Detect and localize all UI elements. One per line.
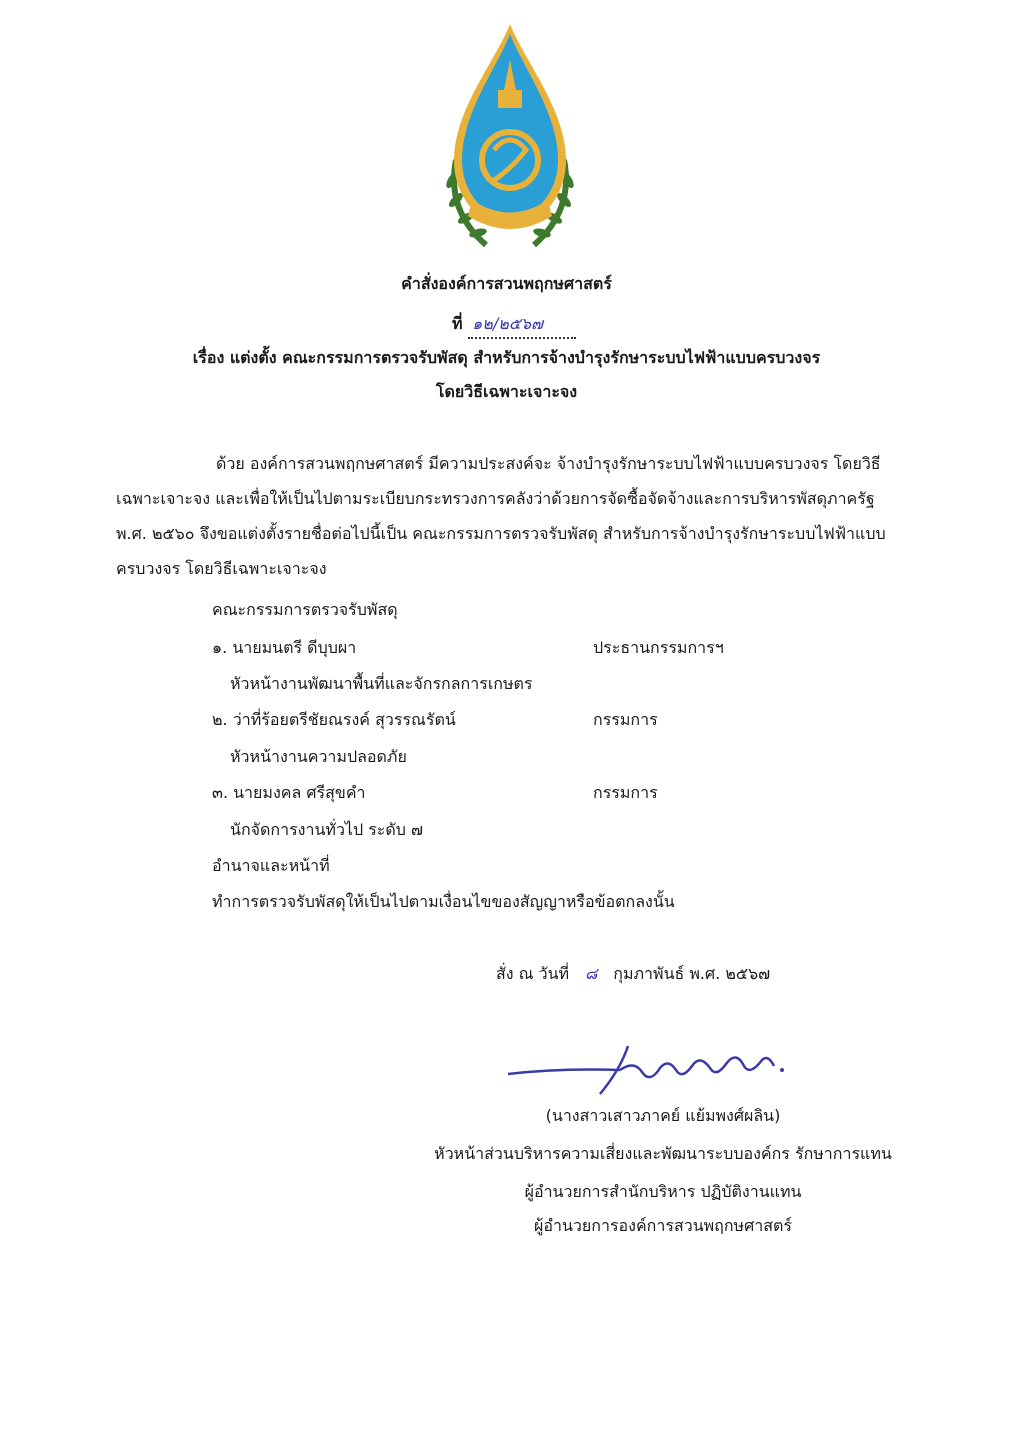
body-paragraph [116, 446, 906, 586]
member-2-position: หัวหน้างานความปลอดภัย [230, 747, 407, 766]
paragraph-text: ด้วย องค์การสวนพฤกษศาสตร์ มีความประสงค์จะ จ้างบำรุงรักษาระบบไฟฟ้าแบบครบวงจร โดยวิธีเฉพาะเจาะจง และเพื่อให้เป็นไปตามระเบียบกระทรวงการคลังว่าด้วยการจัดซื้อจัดจ้างและการบริหารพัสดุภาครัฐ พ.ศ. ๒๕๖๐ จึงขอแต่งตั้งรายชื่อต่อไปนี้เป็น คณะกรรมการตรวจรับพัสดุ สำหรับการจ้างบำรุงรักษาระบบไฟฟ้าแบบครบวงจร โดยวิธีเฉพาะเจาะจง [116, 454, 886, 578]
date-prefix: สั่ง ณ วันที่ [496, 964, 570, 983]
member-1-name: ๑. นายมนตรี ดีบุบผา [212, 638, 357, 657]
order-number-line [452, 312, 576, 339]
committee-heading: คณะกรรมการตรวจรับพัสดุ [212, 600, 398, 619]
duty-heading: อำนาจและหน้าที่ [212, 856, 330, 875]
member-2-name: ๒. ว่าที่ร้อยตรีชัยณรงค์ สุวรรณรัตน์ [212, 710, 456, 729]
order-date [496, 962, 770, 987]
signatory-title-1: หัวหน้าส่วนบริหารความเสี่ยงและพัฒนาระบบองค์กร รักษาการแทน [434, 1144, 892, 1163]
member-2-role: กรรมการ [593, 710, 658, 729]
duty-text: ทำการตรวจรับพัสดุให้เป็นไปตามเงื่อนไขของสัญญาหรือข้อตกลงนั้น [212, 892, 675, 911]
signatory-name: (นางสาวเสาวภาคย์ แย้มพงศ์ผลิน) [545, 1106, 781, 1125]
signatory-title-3: ผู้อำนวยการองค์การสวนพฤกษศาสตร์ [534, 1216, 792, 1235]
botanical-garden-emblem-logo [436, 20, 584, 260]
order-number: ๑๒/๒๕๖๗ [468, 312, 576, 339]
subject-line-1: เรื่อง แต่งตั้ง คณะกรรมการตรวจรับพัสดุ สำหรับการจ้างบำรุงรักษาระบบไฟฟ้าแบบครบวงจร [192, 348, 821, 367]
date-day: ๘ [584, 964, 598, 983]
member-3-name: ๓. นายมงคล ศรีสุขคำ [212, 783, 366, 802]
subject-line-2: โดยวิธีเฉพาะเจาะจง [435, 382, 578, 401]
order-title: คำสั่งองค์การสวนพฤกษศาสตร์ [401, 274, 612, 293]
order-prefix: ที่ [452, 314, 463, 333]
signatory-title-2: ผู้อำนวยการสำนักบริหาร ปฏิบัติงานแทน [524, 1182, 802, 1201]
member-1-position: หัวหน้างานพัฒนาพื้นที่และจักรกลการเกษตร [230, 674, 533, 693]
member-3-position: นักจัดการงานทั่วไป ระดับ ๗ [230, 820, 424, 839]
handwritten-signature [500, 1040, 800, 1100]
date-month-year: กุมภาพันธ์ พ.ศ. ๒๕๖๗ [613, 964, 771, 983]
member-3-role: กรรมการ [593, 783, 658, 802]
member-1-role: ประธานกรรมการฯ [593, 638, 724, 657]
